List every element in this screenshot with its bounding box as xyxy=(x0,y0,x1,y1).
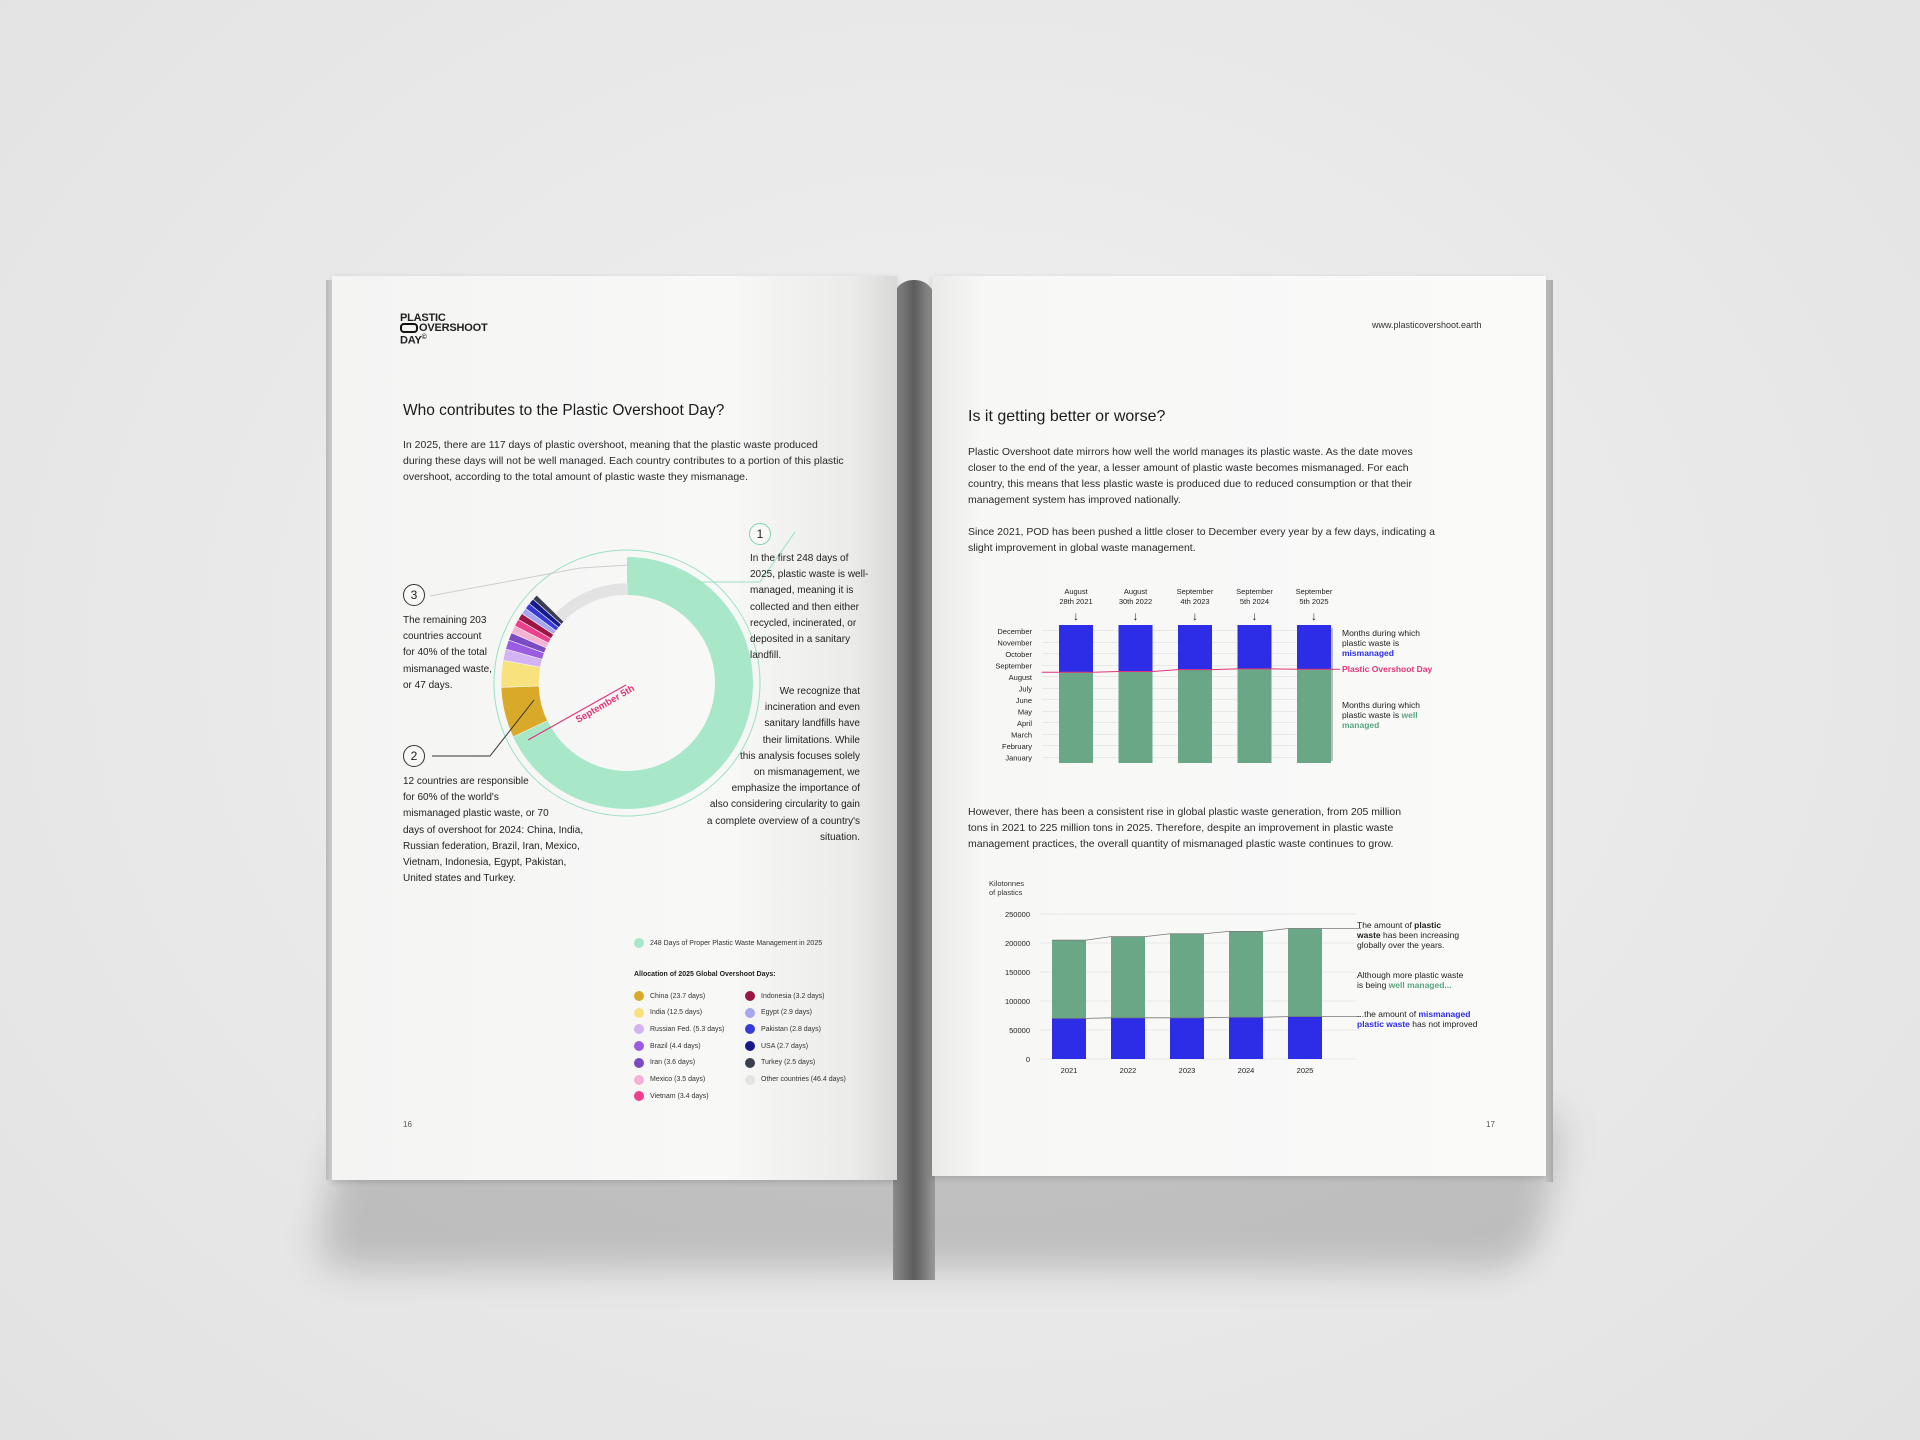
chart2-ytick-label: 100000 xyxy=(1004,997,1030,1006)
legend-dot xyxy=(745,991,755,1001)
legend-title: Allocation of 2025 Global Overshoot Days: xyxy=(634,971,776,978)
callout1-line: 2025, plastic waste is well- xyxy=(750,569,869,581)
legend-dot xyxy=(745,1041,755,1051)
legend-item xyxy=(634,1091,709,1101)
chart2-note1-a: The amount of xyxy=(1357,920,1415,930)
right-p2-line: Since 2021, POD has been pushed a little closer to December every year by a few days, indicating a xyxy=(968,526,1435,538)
callout3-line: or 47 days. xyxy=(403,679,453,691)
chart1-bar-well-managed xyxy=(1059,672,1093,763)
legend-label: Pakistan (2.8 days) xyxy=(761,1025,821,1033)
logo-pill-icon xyxy=(400,323,418,333)
callout3-line: for 40% of the total xyxy=(403,647,487,659)
callout2-text xyxy=(403,774,603,887)
right-title: Is it getting better or worse? xyxy=(968,408,1166,425)
chart1-note-bottom-em-b: managed xyxy=(1342,720,1380,730)
chart1-arrow-icon: ↓ xyxy=(1132,609,1139,623)
chart1-bar-mismanaged xyxy=(1178,625,1212,670)
right-p2-line: slight improvement in global waste management. xyxy=(968,542,1196,554)
legend-label: Mexico (3.5 days) xyxy=(650,1076,706,1083)
chart2-ytick-label: 200000 xyxy=(1004,939,1030,948)
callout1-line: managed, meaning it is xyxy=(750,585,854,597)
chart2-note2-line2 xyxy=(1357,980,1452,990)
chart2-bar-mismanaged xyxy=(1170,1018,1204,1059)
left-intro xyxy=(403,437,873,485)
callout2-line: Vietnam, Indonesia, Egypt, Pakistan, xyxy=(403,857,567,869)
chart1-note-top-em: mismanaged xyxy=(1342,648,1394,658)
callout2-line: for 60% of the world's xyxy=(403,792,499,804)
legend-item xyxy=(745,991,824,1001)
callout1-line: landfill. xyxy=(750,650,782,662)
chart1-top-label: September xyxy=(1176,587,1214,596)
chart1-month-label: June xyxy=(1015,695,1032,705)
chart1-arrow-icon: ↓ xyxy=(1311,609,1317,623)
chart1-month-label: October xyxy=(1005,649,1032,659)
logo-line-3: DAY xyxy=(400,334,422,347)
chart1-note-bottom-2-text: plastic waste is xyxy=(1342,710,1400,720)
donut-label: September 5th xyxy=(574,683,637,726)
chart2-x-label: 2025 xyxy=(1296,1066,1314,1075)
callout2-line: Russian federation, Brazil, Iran, Mexico, xyxy=(403,840,580,852)
chart1-bar-well-managed xyxy=(1178,670,1212,763)
chart2-x-label: 2021 xyxy=(1060,1066,1078,1075)
chart1-note-bottom-em-a: well xyxy=(1401,710,1418,720)
callout1-line: recycled, incinerated, or xyxy=(750,617,857,629)
right-para-1 xyxy=(968,444,1508,508)
chart2-note3-line2 xyxy=(1357,1019,1478,1029)
logo-line-1: PLASTIC xyxy=(400,312,446,324)
chart1-month-label: November xyxy=(997,638,1032,648)
chart2-ylabel-1: Kilotonnes xyxy=(989,879,1025,888)
legend-dot xyxy=(745,1024,755,1034)
chart2-note3-c: plastic waste xyxy=(1357,1019,1410,1029)
chart1-month-label: March xyxy=(1011,730,1032,740)
chart1-top-label: 4th 2023 xyxy=(1180,597,1210,606)
legend-main-label: 248 Days of Proper Plastic Waste Management in 2025 xyxy=(650,939,823,947)
chart1-bar-mismanaged xyxy=(1059,625,1093,672)
chart2-bar-well-managed xyxy=(1111,937,1145,1018)
callout1b-line: a complete overview of a country's xyxy=(706,815,860,827)
legend-dot xyxy=(745,1008,755,1018)
chart1-note-pod: Plastic Overshoot Day xyxy=(1342,664,1433,674)
right-para-3 xyxy=(968,804,1508,852)
legend-item xyxy=(634,1041,701,1051)
chart2-bars xyxy=(1052,929,1322,1060)
callout1b-line: sanitary landfills have xyxy=(764,718,860,730)
left-intro-line: during these days will not be well managed. Each country contributes to a portion of this plastic xyxy=(403,455,844,467)
legend-label: Brazil (4.4 days) xyxy=(650,1042,701,1050)
chart1-bar-well-managed xyxy=(1297,669,1331,763)
legend-dot xyxy=(634,1008,644,1018)
chart2-note1-d: has been increasing xyxy=(1380,930,1460,940)
legend-label: Egypt (2.9 days) xyxy=(761,1009,812,1017)
callout1b-line: their limitations. While xyxy=(762,734,860,746)
chart2-x-label: 2023 xyxy=(1178,1066,1196,1075)
chart1-month-label: September xyxy=(995,661,1032,671)
callout1b-text xyxy=(690,684,860,846)
chart1-month-label: May xyxy=(1017,707,1032,717)
right-p1-line: management system has improved nationally. xyxy=(968,494,1181,506)
callout1b-line: also considering circularity to gain xyxy=(709,799,860,811)
chart2-note3-d: has not improved xyxy=(1409,1019,1478,1029)
legend-dot xyxy=(634,1041,644,1051)
legend-item xyxy=(634,1024,724,1034)
chart1-bar-mismanaged xyxy=(1297,625,1331,669)
legend-label: Indonesia (3.2 days) xyxy=(761,992,825,1000)
left-intro-line: overshoot, according to the total amount of plastic waste they mismanage. xyxy=(403,471,748,483)
legend-label: USA (2.7 days) xyxy=(761,1042,809,1050)
chart1-bar-mismanaged xyxy=(1238,625,1272,669)
chart1-top-label: September xyxy=(1295,587,1333,596)
page-number-left: 16 xyxy=(403,1120,412,1129)
logo-line-2: OVERSHOOT xyxy=(419,322,488,334)
chart1-bar-mismanaged xyxy=(1119,625,1153,672)
legend-dot xyxy=(634,991,644,1001)
chart1-top-label: 28th 2021 xyxy=(1059,597,1093,606)
logo xyxy=(400,313,488,346)
right-p1-line: Plastic Overshoot date mirrors how well the world manages its plastic waste. As the date moves xyxy=(968,446,1413,458)
legend-item xyxy=(745,1024,821,1034)
legend-label: Iran (3.6 days) xyxy=(650,1059,696,1067)
chart1-month-labels xyxy=(995,627,1033,763)
chart2-bar-mismanaged xyxy=(1288,1017,1322,1059)
callout2-number: 2 xyxy=(403,745,425,767)
site-url: www.plasticovershoot.earth xyxy=(1372,320,1482,330)
legend-item xyxy=(634,991,705,1001)
callout1-text xyxy=(750,551,890,664)
overshoot-date-chart xyxy=(960,580,1460,780)
right-p3-line: tons in 2021 to 225 million tons in 2025. Therefore, despite an improvement in plastic waste xyxy=(968,822,1394,834)
callout3-line: countries account xyxy=(403,631,482,643)
legend-main-dot xyxy=(634,938,644,948)
chart2-ytick-label: 0 xyxy=(1025,1055,1030,1064)
chart1-bars xyxy=(1059,625,1331,763)
callout3-text xyxy=(403,613,523,694)
chart1-arrow-icon: ↓ xyxy=(1073,609,1079,623)
legend-item xyxy=(634,1008,702,1018)
chart2-ytick-label: 50000 xyxy=(1009,1026,1030,1035)
chart1-month-label: August xyxy=(1008,672,1032,682)
chart2-ylabel-2: of plastics xyxy=(989,888,1023,897)
legend-item xyxy=(745,1075,846,1085)
chart1-month-label: December xyxy=(997,626,1032,636)
callout1b-line: on mismanagement, we xyxy=(753,767,860,779)
legend-dot xyxy=(634,1091,644,1101)
chart2-note2-c: well managed... xyxy=(1388,980,1452,990)
callout3-line: The remaining 203 xyxy=(403,615,487,626)
chart2-ytick-label: 150000 xyxy=(1004,968,1030,977)
logo-mark: © xyxy=(421,334,427,342)
donut-slice xyxy=(555,583,627,622)
legend-label: Vietnam (3.4 days) xyxy=(650,1092,709,1100)
chart1-top-label: September xyxy=(1236,587,1273,596)
chart1-arrow-icon: ↓ xyxy=(1251,609,1258,623)
chart2-bar-mismanaged xyxy=(1052,1018,1086,1059)
legend-dot xyxy=(634,1058,644,1068)
callout1b-line: emphasize the importance of xyxy=(731,783,860,795)
callout2-line: United states and Turkey. xyxy=(403,873,516,885)
legend-label: India (12.5 days) xyxy=(650,1009,703,1017)
callout1-line: In the first 248 days of xyxy=(750,553,849,564)
chart2-note2-b: is being xyxy=(1357,980,1389,990)
chart2-note1-c: waste xyxy=(1357,930,1381,940)
legend-dot xyxy=(745,1058,755,1068)
left-title: Who contributes to the Plastic Overshoot Day? xyxy=(403,402,725,419)
callout1-line: deposited in a sanitary xyxy=(750,634,851,646)
chart1-month-label: January xyxy=(1005,753,1032,763)
callout1b-line: incineration and even xyxy=(764,702,860,714)
chart2-note2-line1: Although more plastic waste xyxy=(1357,970,1464,980)
legend-main xyxy=(634,938,822,948)
left-intro-line: In 2025, there are 117 days of plastic overshoot, meaning that the plastic waste produced xyxy=(403,439,818,451)
legend-item xyxy=(745,1058,815,1068)
chart2-bar-well-managed xyxy=(1170,934,1204,1018)
chart2-bar-mismanaged xyxy=(1229,1017,1263,1059)
right-para-2 xyxy=(968,524,1508,556)
page-number-right: 17 xyxy=(1486,1120,1495,1129)
callout2-line: 12 countries are responsible xyxy=(403,776,529,787)
chart1-top-label: August xyxy=(1064,587,1088,596)
chart2-note3-line1 xyxy=(1357,1009,1470,1019)
legend-label: Turkey (2.5 days) xyxy=(761,1059,816,1067)
chart1-top-label: 30th 2022 xyxy=(1118,597,1153,606)
chart1-month-label: February xyxy=(1001,741,1032,751)
chart1-note-bottom-1: Months during which xyxy=(1342,700,1420,710)
chart2-x-labels xyxy=(1061,1066,1314,1075)
chart1-top-label: 5th 2025 xyxy=(1299,597,1329,606)
callout3-line: mismanaged waste, xyxy=(403,663,492,675)
callout1-number: 1 xyxy=(749,523,771,545)
callout1-line: collected and then either xyxy=(750,601,859,613)
chart2-note1-line1 xyxy=(1357,920,1441,930)
legend-dot xyxy=(634,1024,644,1034)
chart1-bar-well-managed xyxy=(1238,669,1272,763)
legend-item xyxy=(634,1058,695,1068)
chart1-note-top-2: plastic waste is xyxy=(1342,638,1400,648)
callout1b-line: this analysis focuses solely xyxy=(739,750,860,762)
chart2-x-label: 2024 xyxy=(1237,1066,1255,1075)
chart2-note3-a: ...the amount of xyxy=(1357,1009,1419,1019)
right-p1-line: country, this means that less plastic waste is produced due to reduced consumption or that their xyxy=(968,478,1412,490)
chart1-bar-well-managed xyxy=(1119,672,1153,763)
legend-dot xyxy=(634,1075,644,1085)
chart1-note-bottom-2 xyxy=(1342,710,1418,720)
callout2-line: mismanaged plastic waste, or 70 xyxy=(403,808,549,820)
legend-label: Russian Fed. (5.3 days) xyxy=(650,1025,725,1033)
kilotonnes-chart xyxy=(960,872,1500,1082)
chart1-top-label: August xyxy=(1123,587,1148,596)
chart2-bar-mismanaged xyxy=(1111,1018,1145,1059)
chart1-note-top-1: Months during which xyxy=(1342,628,1420,638)
chart1-month-label: July xyxy=(1018,684,1032,694)
chart2-note1-line3: globally over the years. xyxy=(1357,940,1445,950)
chart2-bar-well-managed xyxy=(1052,940,1086,1018)
legend-dot xyxy=(745,1075,755,1085)
chart1-month-label: April xyxy=(1016,718,1032,728)
callout1b-line: situation. xyxy=(819,831,860,843)
chart2-ytick-label: 250000 xyxy=(1004,910,1030,919)
chart1-top-labels xyxy=(1059,587,1333,623)
chart2-bar-well-managed xyxy=(1288,929,1322,1017)
right-p3-line: management practices, the overall quantity of mismanaged plastic waste continues to grow. xyxy=(968,838,1394,850)
chart1-arrow-icon: ↓ xyxy=(1192,609,1198,623)
legend-item xyxy=(745,1008,812,1018)
callout2-line: days of overshoot for 2024: China, India, xyxy=(403,824,584,836)
chart2-note1-line2 xyxy=(1356,930,1459,940)
callout1b-line: We recognize that xyxy=(779,686,860,697)
right-p1-line: closer to the end of the year, a lesser amount of plastic waste becomes mismanaged. For each xyxy=(968,462,1409,474)
legend-item xyxy=(745,1041,808,1051)
chart2-note1-b: plastic xyxy=(1414,920,1442,930)
legend-item xyxy=(634,1075,705,1085)
chart1-top-label: 5th 2024 xyxy=(1239,597,1270,606)
chart2-x-label: 2022 xyxy=(1119,1066,1137,1075)
chart2-note3-b: mismanaged xyxy=(1418,1009,1471,1019)
legend-label: Other countries (46.4 days) xyxy=(761,1076,846,1083)
legend-label: China (23.7 days) xyxy=(650,992,706,1000)
callout3-number: 3 xyxy=(403,584,425,606)
chart2-bar-well-managed xyxy=(1229,931,1263,1017)
right-p3-line: However, there has been a consistent rise in global plastic waste generation, from 205 million xyxy=(968,806,1402,818)
